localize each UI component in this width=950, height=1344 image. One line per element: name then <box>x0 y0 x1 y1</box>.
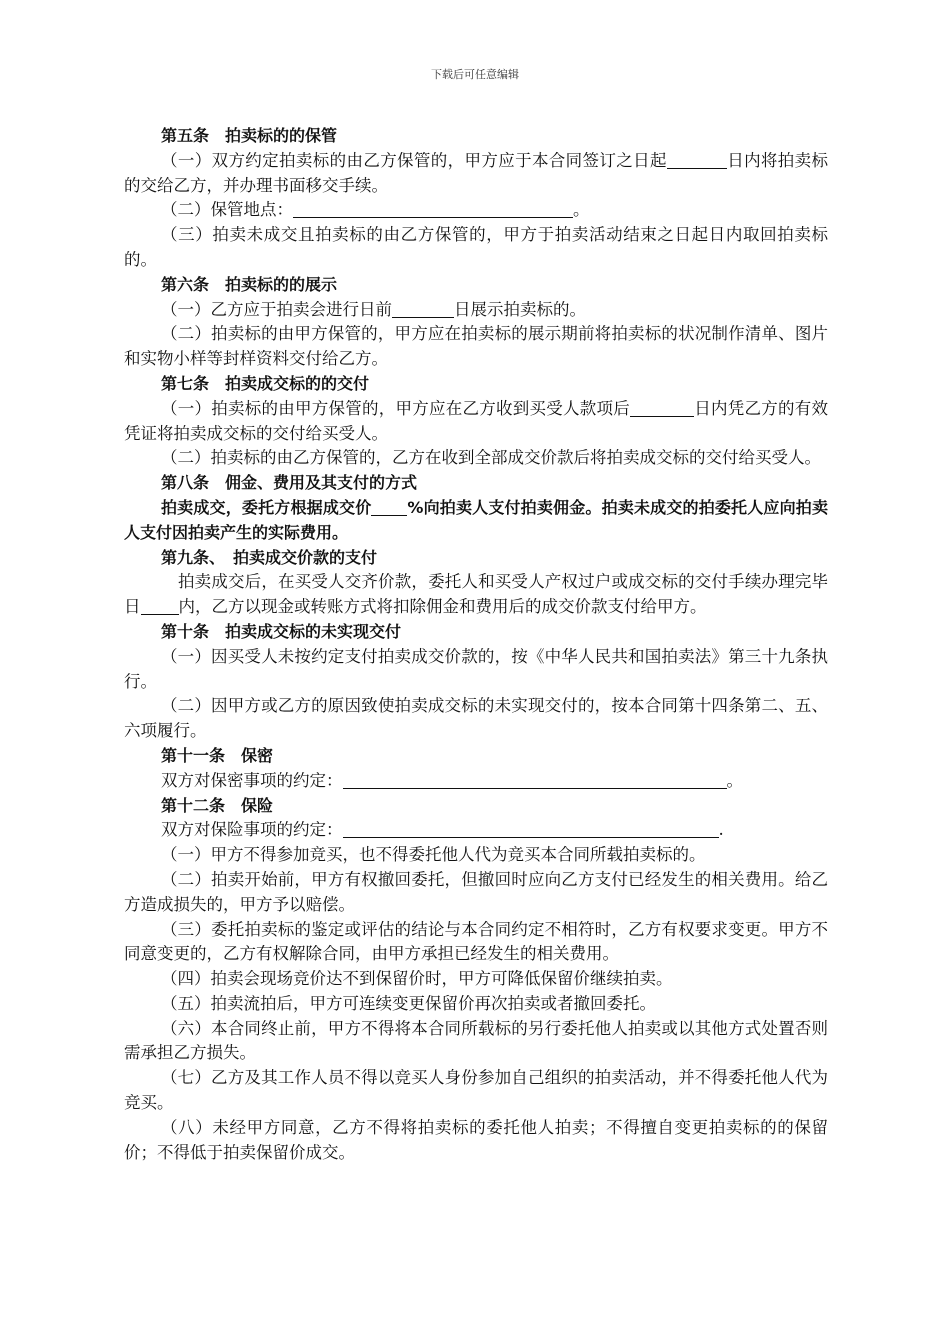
article-12-item-3: （三）委托拍卖标的鉴定或评估的结论与本合同约定不相符时，乙方有权要求变更。甲方不同意变更的，乙方有权解除合同，由甲方承担已经发生的相关费用。 <box>124 919 828 964</box>
article-6-clause-1: （一）乙方应于拍卖会进行日前 日展示拍卖标的。 <box>161 299 586 319</box>
article-12-clause-1: 双方对保险事项的约定： . <box>161 820 724 840</box>
page-header: 下载后可任意编辑 <box>431 68 519 81</box>
article-12-item-6: （六）本合同终止前，甲方不得将本合同所载标的另行委托他人拍卖或以其他方式处置否则需承担乙方损失。 <box>124 1018 828 1063</box>
article-11-clause-1: 双方对保密事项的约定： 。 <box>161 770 743 790</box>
article-11-title: 第十一条 保密 <box>161 745 274 765</box>
article-7-title: 第七条 拍卖成交标的的交付 <box>161 373 370 393</box>
article-12-item-8: （八）未经甲方同意，乙方不得将拍卖标的委托他人拍卖；不得擅自变更拍卖标的的保留价；不得低于拍卖保留价成交。 <box>124 1117 828 1162</box>
article-12-title: 第十二条 保险 <box>161 795 274 815</box>
fill-blank[interactable] <box>293 199 573 218</box>
article-10-title: 第十条 拍卖成交标的未实现交付 <box>161 621 402 641</box>
article-8-title: 第八条 佣金、费用及其支付的方式 <box>161 473 418 493</box>
article-12-item-1: （一）甲方不得参加竞买，也不得委托他人代为竞买本合同所载拍卖标的。 <box>161 845 706 865</box>
article-12-item-2: （二）拍卖开始前，甲方有权撤回委托，但撤回时应向乙方支付已经发生的相关费用。给乙方造成损失的，甲方予以赔偿。 <box>124 869 828 914</box>
article-9-clause-1: 拍卖成交后，在买受人交齐价款，委托人和买受人产权过户或成交标的交付手续办理完毕日 内，乙方以现金或转账方式将扣除佣金和费用后的成交价款支付给甲方。 <box>124 572 828 617</box>
fill-blank[interactable] <box>343 770 727 789</box>
article-10-clause-2: （二）因甲方或乙方的原因致使拍卖成交标的未实现交付的，按本合同第十四条第二、五、六项履行。 <box>124 696 828 741</box>
article-10-clause-1: （一）因买受人未按约定支付拍卖成交价款的，按《中华人民共和国拍卖法》第三十九条执行。 <box>124 646 828 691</box>
article-5-title: 第五条 拍卖标的的保管 <box>161 126 338 145</box>
contract-body <box>124 124 828 1165</box>
fill-blank[interactable] <box>343 819 719 838</box>
fill-blank[interactable] <box>371 497 407 516</box>
fill-blank[interactable] <box>630 398 694 417</box>
article-5-clause-3: （三）拍卖未成交且拍卖标的由乙方保管的，甲方于拍卖活动结束之日起日内取回拍卖标的。 <box>124 225 828 269</box>
article-7-clause-2: （二）拍卖标的由乙方保管的，乙方在收到全部成交价款后将拍卖成交标的交付给买受人。 <box>161 448 821 468</box>
article-12-item-4: （四）拍卖会现场竞价达不到保留价时，甲方可降低保留价继续拍卖。 <box>161 969 673 989</box>
fill-blank[interactable] <box>667 150 727 169</box>
article-6-title: 第六条 拍卖标的的展示 <box>161 274 338 294</box>
article-7-clause-1: （一）拍卖标的由甲方保管的，甲方应在乙方收到买受人款项后 日内凭乙方的有效凭证将拍卖成交标的交付给买受人。 <box>124 398 828 443</box>
article-5-clause-1: （一）双方约定拍卖标的由乙方保管的，甲方应于本合同签订之日起 日内将拍卖标的交给乙方，并办理书面移交手续。 <box>124 150 829 195</box>
article-5-clause-2: （二）保管地点： 。 <box>161 200 590 220</box>
article-12-item-7: （七）乙方及其工作人员不得以竞买人身份参加自己组织的拍卖活动，并不得委托他人代为竞买。 <box>124 1068 828 1113</box>
article-6-clause-2: （二）拍卖标的由甲方保管的，甲方应在拍卖标的展示期前将拍卖标的状况制作清单、图片和实物小样等封样资料交付给乙方。 <box>124 324 828 369</box>
article-9-title: 第九条、 拍卖成交价款的支付 <box>161 547 378 567</box>
article-12-item-5: （五）拍卖流拍后，甲方可连续变更保留价再次拍卖或者撤回委托。 <box>161 993 656 1013</box>
fill-blank[interactable] <box>141 596 179 615</box>
article-8-clause-1: 拍卖成交，委托方根据成交价 %向拍卖人支付拍卖佣金。拍卖未成交的拍委托人应向拍卖人支付因拍卖产生的实际费用。 <box>124 497 828 542</box>
fill-blank[interactable] <box>392 299 454 318</box>
